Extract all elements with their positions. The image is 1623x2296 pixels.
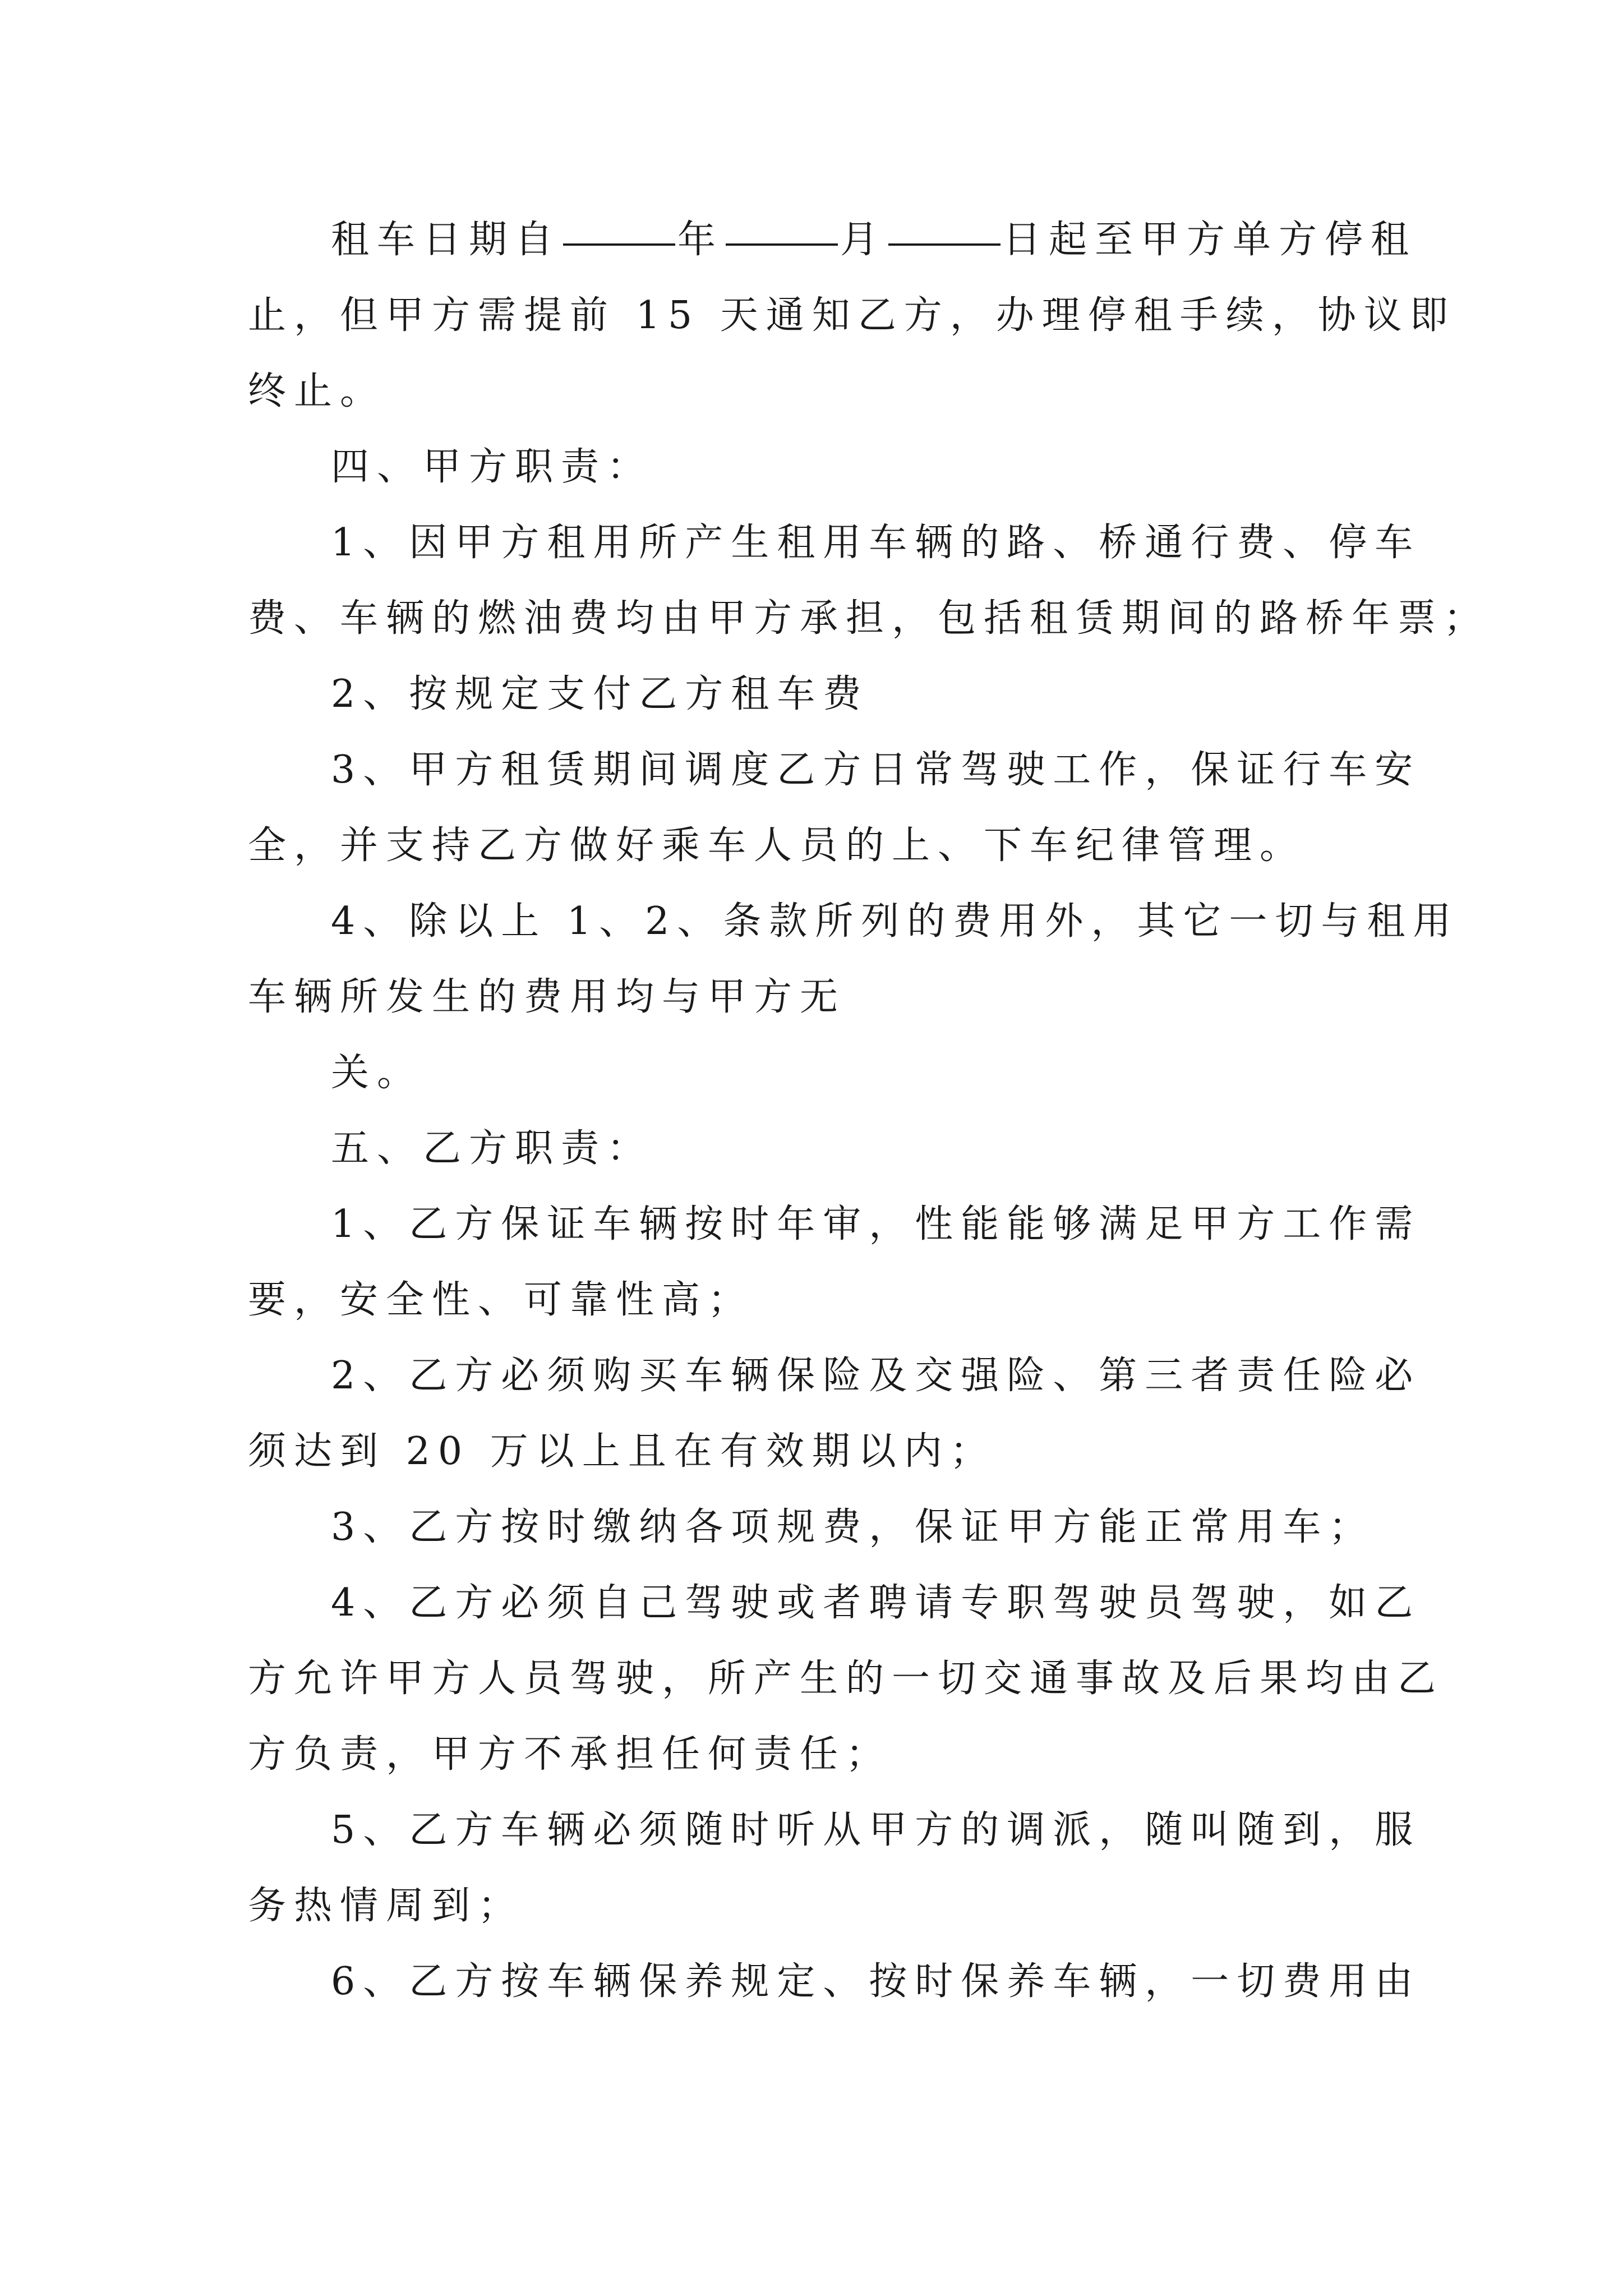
month-text: 月 <box>840 218 887 262</box>
rental-period-end-text: 日起至甲方单方停租 <box>1003 218 1417 262</box>
clause-a-1-line: 1、因甲方租用所产生租用车辆的路、桥通行费、停车 <box>331 521 1421 565</box>
paragraph-line: 止，但甲方需提前 15 天通知乙方，办理停租手续，协议即 <box>248 293 1456 338</box>
clause-b-6-line: 6、乙方按车辆保养规定、按时保养车辆，一切费用由 <box>331 1959 1421 2004</box>
rental-period-start-text: 租车日期自 <box>331 218 561 262</box>
clause-a-2: 2、按规定支付乙方租车费 <box>331 672 869 716</box>
month-blank-field <box>726 241 838 246</box>
clause-b-2-line: 2、乙方必须购买车辆保险及交强险、第三者责任险必 <box>331 1354 1421 1398</box>
clause-a-1-line: 费、车辆的燃油费均由甲方承担，包括租赁期间的路桥年票； <box>248 596 1490 641</box>
clause-b-1-line: 1、乙方保证车辆按时年审，性能能够满足甲方工作需 <box>331 1202 1421 1246</box>
clause-b-3: 3、乙方按时缴纳各项规费，保证甲方能正常用车； <box>331 1505 1375 1549</box>
clause-a-4-line: 车辆所发生的费用均与甲方无 <box>248 975 846 1019</box>
clause-b-5-line: 务热情周到； <box>248 1884 524 1928</box>
clause-b-1-line: 要，安全性、可靠性高； <box>248 1278 754 1322</box>
clause-b-2-line: 须达到 20 万以上且在有效期以内； <box>248 1429 996 1474</box>
year-blank-field <box>563 241 675 246</box>
clause-a-3-line: 3、甲方租赁期间调度乙方日常驾驶工作，保证行车安 <box>331 748 1421 792</box>
rental-period-line <box>331 206 1417 274</box>
day-blank-field <box>888 241 1000 246</box>
year-text: 年 <box>677 218 724 262</box>
section-heading-party-b: 五、乙方职责： <box>331 1126 653 1171</box>
paragraph-line: 终止。 <box>248 369 386 413</box>
clause-b-4-line: 方允许甲方人员驾驶，所产生的一切交通事故及后果均由乙 <box>248 1657 1444 1701</box>
clause-b-4-line: 方负责，甲方不承担任何责任； <box>248 1732 892 1777</box>
clause-a-4-line: 关。 <box>331 1051 423 1095</box>
section-heading-party-a: 四、甲方职责： <box>331 445 653 489</box>
clause-b-5-line: 5、乙方车辆必须随时听从甲方的调派，随叫随到，服 <box>331 1808 1421 1852</box>
clause-a-3-line: 全，并支持乙方做好乘车人员的上、下车纪律管理。 <box>248 823 1306 868</box>
clause-a-4-line: 4、除以上 1、2、条款所列的费用外，其它一切与租用 <box>331 899 1459 944</box>
clause-b-4-line: 4、乙方必须自己驾驶或者聘请专职驾驶员驾驶，如乙 <box>331 1581 1421 1625</box>
